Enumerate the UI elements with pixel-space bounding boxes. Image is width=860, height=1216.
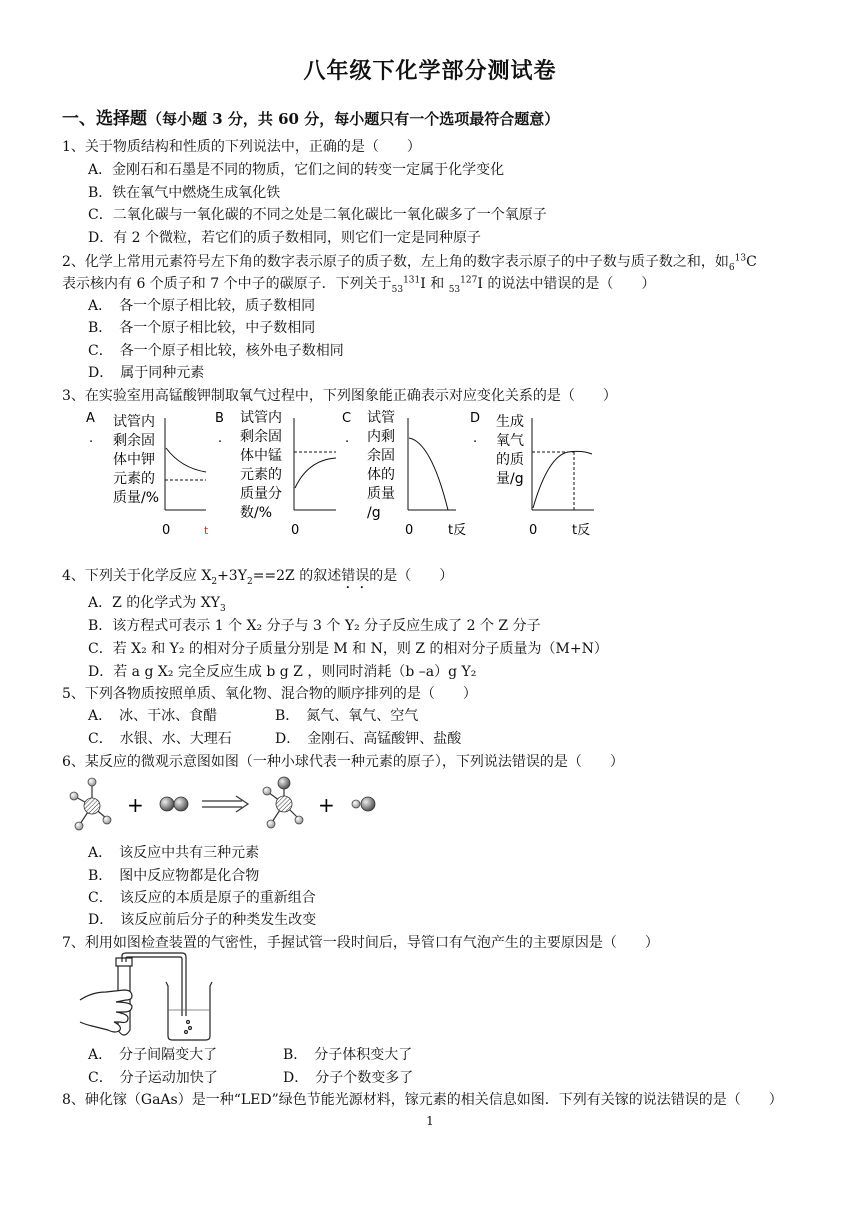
q4-stem-a: 4、下列关于化学反应 X — [62, 568, 212, 584]
page-title: 八年级下化学部分测试卷 — [303, 58, 557, 84]
graph-a-ylabel-4: 质量/% — [113, 490, 160, 506]
graph-a-curve — [166, 448, 206, 472]
q5-option-d: D． 金刚石、高锰酸钾、盐酸 — [275, 731, 462, 747]
graph-d-dot: . — [473, 431, 478, 446]
q1-option-d: D．有 2 个微粒，若它们的质子数相同，则它们一定是同种原子 — [88, 230, 482, 246]
q4-option-d: D．若 a g X₂ 完全反应生成 b g Z ，则同时消耗（b –a）g Y₂ — [88, 664, 477, 680]
graph-d-curve — [533, 451, 592, 508]
graph-b-ylabel-2: 体中锰 — [240, 448, 282, 464]
graph-d-ylabel-1: 氧气 — [496, 433, 524, 449]
q1-option-a: A．金刚石和石墨是不同的物质，它们之间的转变一定属于化学变化 — [88, 162, 505, 178]
q7-option-d: D． 分子个数变多了 — [283, 1070, 414, 1086]
hand-holding-tube — [80, 990, 132, 1032]
graph-b-letter: B — [215, 411, 224, 426]
graph-a-xlabel: t — [204, 524, 209, 537]
q2-iso1-el: I — [420, 276, 426, 292]
section-heading — [62, 104, 559, 129]
q4-option-a — [88, 593, 226, 613]
q6-option-b: B． 图中反应物都是化合物 — [88, 868, 260, 884]
graph-b-origin: 0 — [291, 523, 300, 538]
q2-option-d: D． 属于同种元素 — [88, 365, 205, 381]
q2-line2a: 表示核内有 6 个质子和 7 个中子的碳原子．下列关于 — [62, 276, 392, 292]
q5-option-b: B． 氮气、氧气、空气 — [275, 708, 419, 724]
q4-option-a-text: A．Z 的化学式为 XY — [88, 595, 220, 611]
graph-b-ylabel-3: 元素的 — [240, 467, 282, 483]
molecule-product-1 — [263, 777, 303, 828]
q2-example-element: C — [746, 254, 757, 270]
molecule-reactant-2 — [160, 797, 188, 811]
graph-a-ylabel-2: 体中钾 — [113, 452, 155, 468]
q6-stem: 6、某反应的微观示意图如图（一种小球代表一种元素的原子），下列说法错误的是（ ） — [62, 754, 624, 770]
q6-option-d: D． 该反应前后分子的种类发生改变 — [88, 912, 317, 928]
graph-b — [215, 409, 336, 538]
q2-line2b: 的说法中错误的是（ ） — [487, 276, 656, 292]
graph-a-ylabel-1: 剩余固 — [113, 433, 155, 449]
q7-apparatus-diagram — [78, 952, 228, 1044]
graph-a-letter: A — [86, 411, 95, 426]
beaker — [166, 982, 212, 1040]
graph-c-ylabel-0: 试管 — [367, 410, 395, 426]
q6-option-c: C． 该反应的本质是原子的重新组合 — [88, 890, 316, 906]
graph-b-ylabel-1: 剩余固 — [240, 429, 282, 445]
q3-graphs-svg — [86, 408, 606, 548]
q4-stem-b: +3Y — [217, 568, 247, 584]
graph-b-ylabel-5: 数/% — [240, 505, 273, 521]
q2-option-b: B． 各一个原子相比较，中子数相同 — [88, 320, 316, 336]
molecule-reactant-1 — [70, 778, 111, 830]
q5-option-c: C． 水银、水、大理石 — [88, 731, 232, 747]
q2-line1-text: 2、化学上常用元素符号左下角的数字表示原子的质子数，左上角的数字表示原子的中子数与质子数之和，如 — [62, 254, 729, 270]
q4-stem-emphasis: 错误 — [341, 568, 370, 584]
q7-option-c: C． 分子运动加快了 — [88, 1070, 218, 1086]
graph-d-xlabel: t反 — [572, 523, 591, 538]
graph-b-curve — [295, 458, 336, 488]
graph-c-ylabel-2: 余固 — [367, 448, 395, 464]
q4-stem-c: ==2Z 的叙述 — [252, 568, 342, 584]
section-note: （每小题 3 分，共 60 分，每小题只有一个选项最符合题意） — [147, 110, 560, 128]
q6-option-a: A． 该反应中共有三种元素 — [88, 845, 260, 861]
q7-option-b: B． 分子体积变大了 — [283, 1047, 413, 1063]
q2-option-a: A． 各一个原子相比较，质子数相同 — [88, 298, 316, 314]
q2-iso1-sub: 53 — [391, 284, 404, 295]
q4-option-c: C．若 X₂ 和 Y₂ 的相对分子质量分别是 M 和 N，则 Z 的相对分子质量为（M+N） — [88, 641, 608, 657]
section-title: 一、选择题 — [62, 109, 147, 129]
q1-stem: 1、关于物质结构和性质的下列说法中，正确的是（ ） — [62, 139, 421, 155]
graph-a-dot: . — [89, 431, 94, 446]
q5-stem: 5、下列各物质按照单质、氧化物、混合物的顺序排列的是（ ） — [62, 686, 477, 702]
q2-iso2-sub: 53 — [448, 284, 461, 295]
graph-c — [342, 410, 466, 538]
graph-c-ylabel-1: 内剩 — [367, 429, 395, 445]
q7-apparatus-svg — [78, 952, 228, 1044]
q2-iso1-sup: 131 — [403, 275, 421, 286]
graph-d-ylabel-3: 量/g — [496, 471, 524, 487]
graph-d-letter: D — [470, 411, 481, 426]
graph-c-ylabel-3: 体的 — [367, 467, 395, 483]
q2-iso2-el: I — [477, 276, 483, 292]
molecule-product-2 — [352, 797, 375, 811]
q4-stem-d: 的是（ ） — [369, 568, 454, 584]
q2-and: 和 — [430, 276, 445, 292]
graph-d-origin: 0 — [529, 523, 538, 538]
page-number: 1 — [426, 1114, 434, 1128]
graph-b-ylabel-0: 试管内 — [240, 410, 282, 426]
q2-line1 — [62, 252, 757, 272]
q5-option-a: A． 冰、干冰、食醋 — [88, 708, 218, 724]
graph-c-ylabel-4: 质量 — [367, 486, 395, 502]
q2-option-c: C． 各一个原子相比较，核外电子数相同 — [88, 343, 344, 359]
q7-stem: 7、利用如图检查装置的气密性，手握试管一段时间后，导管口有气泡产生的主要原因是（ ） — [62, 935, 659, 951]
q2-line2 — [62, 274, 655, 294]
q3-stem: 3、在实验室用高锰酸钾制取氧气过程中，下列图象能正确表示对应变化关系的是（ ） — [62, 388, 617, 404]
q2-example-sup: 13 — [734, 253, 747, 264]
graph-a-origin: 0 — [162, 523, 171, 538]
graph-c-curve — [409, 438, 448, 510]
q4-option-a-sub: 3 — [219, 603, 226, 614]
q4-option-b: B．该方程式可表示 1 个 X₂ 分子与 3 个 Y₂ 分子反应生成了 2 个 Z 分子 — [88, 618, 541, 634]
q6-reaction-svg — [64, 774, 404, 838]
q7-option-a: A． 分子间隔变大了 — [88, 1047, 218, 1063]
q1-option-b: B．铁在氧气中燃烧生成氧化铁 — [88, 185, 281, 201]
plus-sign-2: + — [318, 793, 335, 817]
graph-d-ylabel-0: 生成 — [496, 414, 524, 430]
graph-d — [470, 411, 594, 538]
q4-stem: 4、下列关于化学反应 $X_2+3Y_2==2Z$ 的叙述错误的是（ ） — [62, 568, 454, 587]
graph-c-dot: . — [345, 431, 350, 446]
graph-d-ylabel-2: 的质 — [496, 452, 524, 468]
graph-c-origin: 0 — [405, 523, 414, 538]
plus-sign-1: + — [127, 793, 144, 817]
q1-option-c: C．二氧化碳与一氧化碳的不同之处是二氧化碳比一氧化碳多了一个氧原子 — [88, 207, 547, 223]
graph-a — [86, 411, 209, 538]
q2-example-sub: 6 — [728, 262, 735, 273]
graph-c-xlabel: t反 — [448, 523, 467, 538]
reaction-arrow — [202, 796, 248, 812]
graph-c-ylabel-5: /g — [367, 505, 381, 521]
q2-iso2-sup: 127 — [460, 275, 478, 286]
graph-b-dot: . — [218, 431, 223, 446]
q8-stem: 8、砷化镓（GaAs）是一种“LED”绿色节能光源材料，镓元素的相关信息如图．下列有关镓的说法错误的是（ ） — [62, 1092, 783, 1108]
q6-reaction-diagram — [64, 774, 404, 838]
graph-a-ylabel-0: 试管内 — [113, 414, 155, 430]
graph-c-letter: C — [342, 411, 352, 426]
graph-a-ylabel-3: 元素的 — [113, 471, 155, 487]
q3-graphs — [86, 408, 606, 548]
graph-b-ylabel-4: 质量分 — [240, 486, 282, 502]
